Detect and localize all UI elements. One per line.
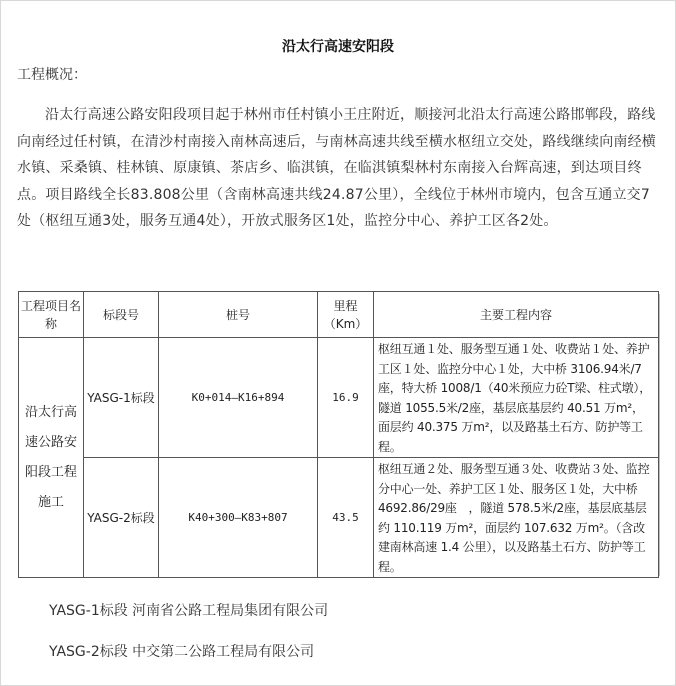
- table-row: [19, 338, 659, 458]
- section-cell: YASG-1标段: [84, 338, 159, 458]
- length-cell: 16.9: [318, 338, 374, 458]
- content-cell: 枢纽互通２处、服务型互通３处、收费站３处、监控分中心一处、养护工区１处、服务区１处，大中桥 4692.86/29座 ，隧道 578.5米/2座，基层底基层约 110.119 万m²，面层约 107.632 万m²。（含改建南林高速 1.4 公里），以及路基土石方、防护等工程。: [374, 458, 659, 578]
- header-section: 标段号: [84, 292, 159, 338]
- stake-cell: K40+300—K83+807: [159, 458, 318, 578]
- intro-paragraph: 沿太行高速公路安阳段项目起于林州市任村镇小王庄附近，顺接河北沿太行高速公路邯郸段，路线向南经过任村镇，在清沙村南接入南林高速后，与南林高速共线至横水枢纽立交处，路线继续向南经横水镇、采桑镇、桂林镇、原康镇、茶店乡、临淇镇，在临淇镇梨林村东南接入台辉高速，到达项目终点。项目路线全长83.808公里（含南林高速共线24.87公里），全线位于林州市境内，包含互通立交7处（枢纽互通3处，服务互通4处），开放式服务区1处，监控分中心、养护工区各2处。: [17, 107, 656, 229]
- table-row: [19, 458, 659, 578]
- content-cell: 枢纽互通１处、服务型互通１处、收费站１处、养护工区１处、监控分中心１处，大中桥 3106.94米/7座，特大桥 1008/1（40米预应力砼T梁、柱式墩），隧道 1055.5米/2座，基层底基层约 40.51 万m²，面层约 40.375 万m²，以及路基土石方、防护等工程。: [374, 338, 659, 458]
- header-length: 里程（Km）: [318, 292, 374, 338]
- project-name-cell: 沿太行高速公路安阳段工程施工: [19, 338, 84, 578]
- header-content: 主要工程内容: [374, 292, 659, 338]
- contractor-line-2: YASG-2标段 中交第二公路工程局有限公司: [49, 644, 315, 660]
- project-table: [18, 291, 659, 578]
- page-title: 沿太行高速安阳段: [282, 39, 394, 55]
- stake-cell: K0+014—K16+894: [159, 338, 318, 458]
- project-table-wrapper: [18, 291, 658, 573]
- table-header-row: [19, 292, 659, 338]
- header-stake: 桩号: [159, 292, 318, 338]
- length-cell: 43.5: [318, 458, 374, 578]
- contractor-line-1: YASG-1标段 河南省公路工程局集团有限公司: [49, 603, 329, 619]
- section-cell: YASG-2标段: [84, 458, 159, 578]
- header-project-name: 工程项目名称: [19, 292, 84, 338]
- overview-label: 工程概况：: [17, 67, 87, 83]
